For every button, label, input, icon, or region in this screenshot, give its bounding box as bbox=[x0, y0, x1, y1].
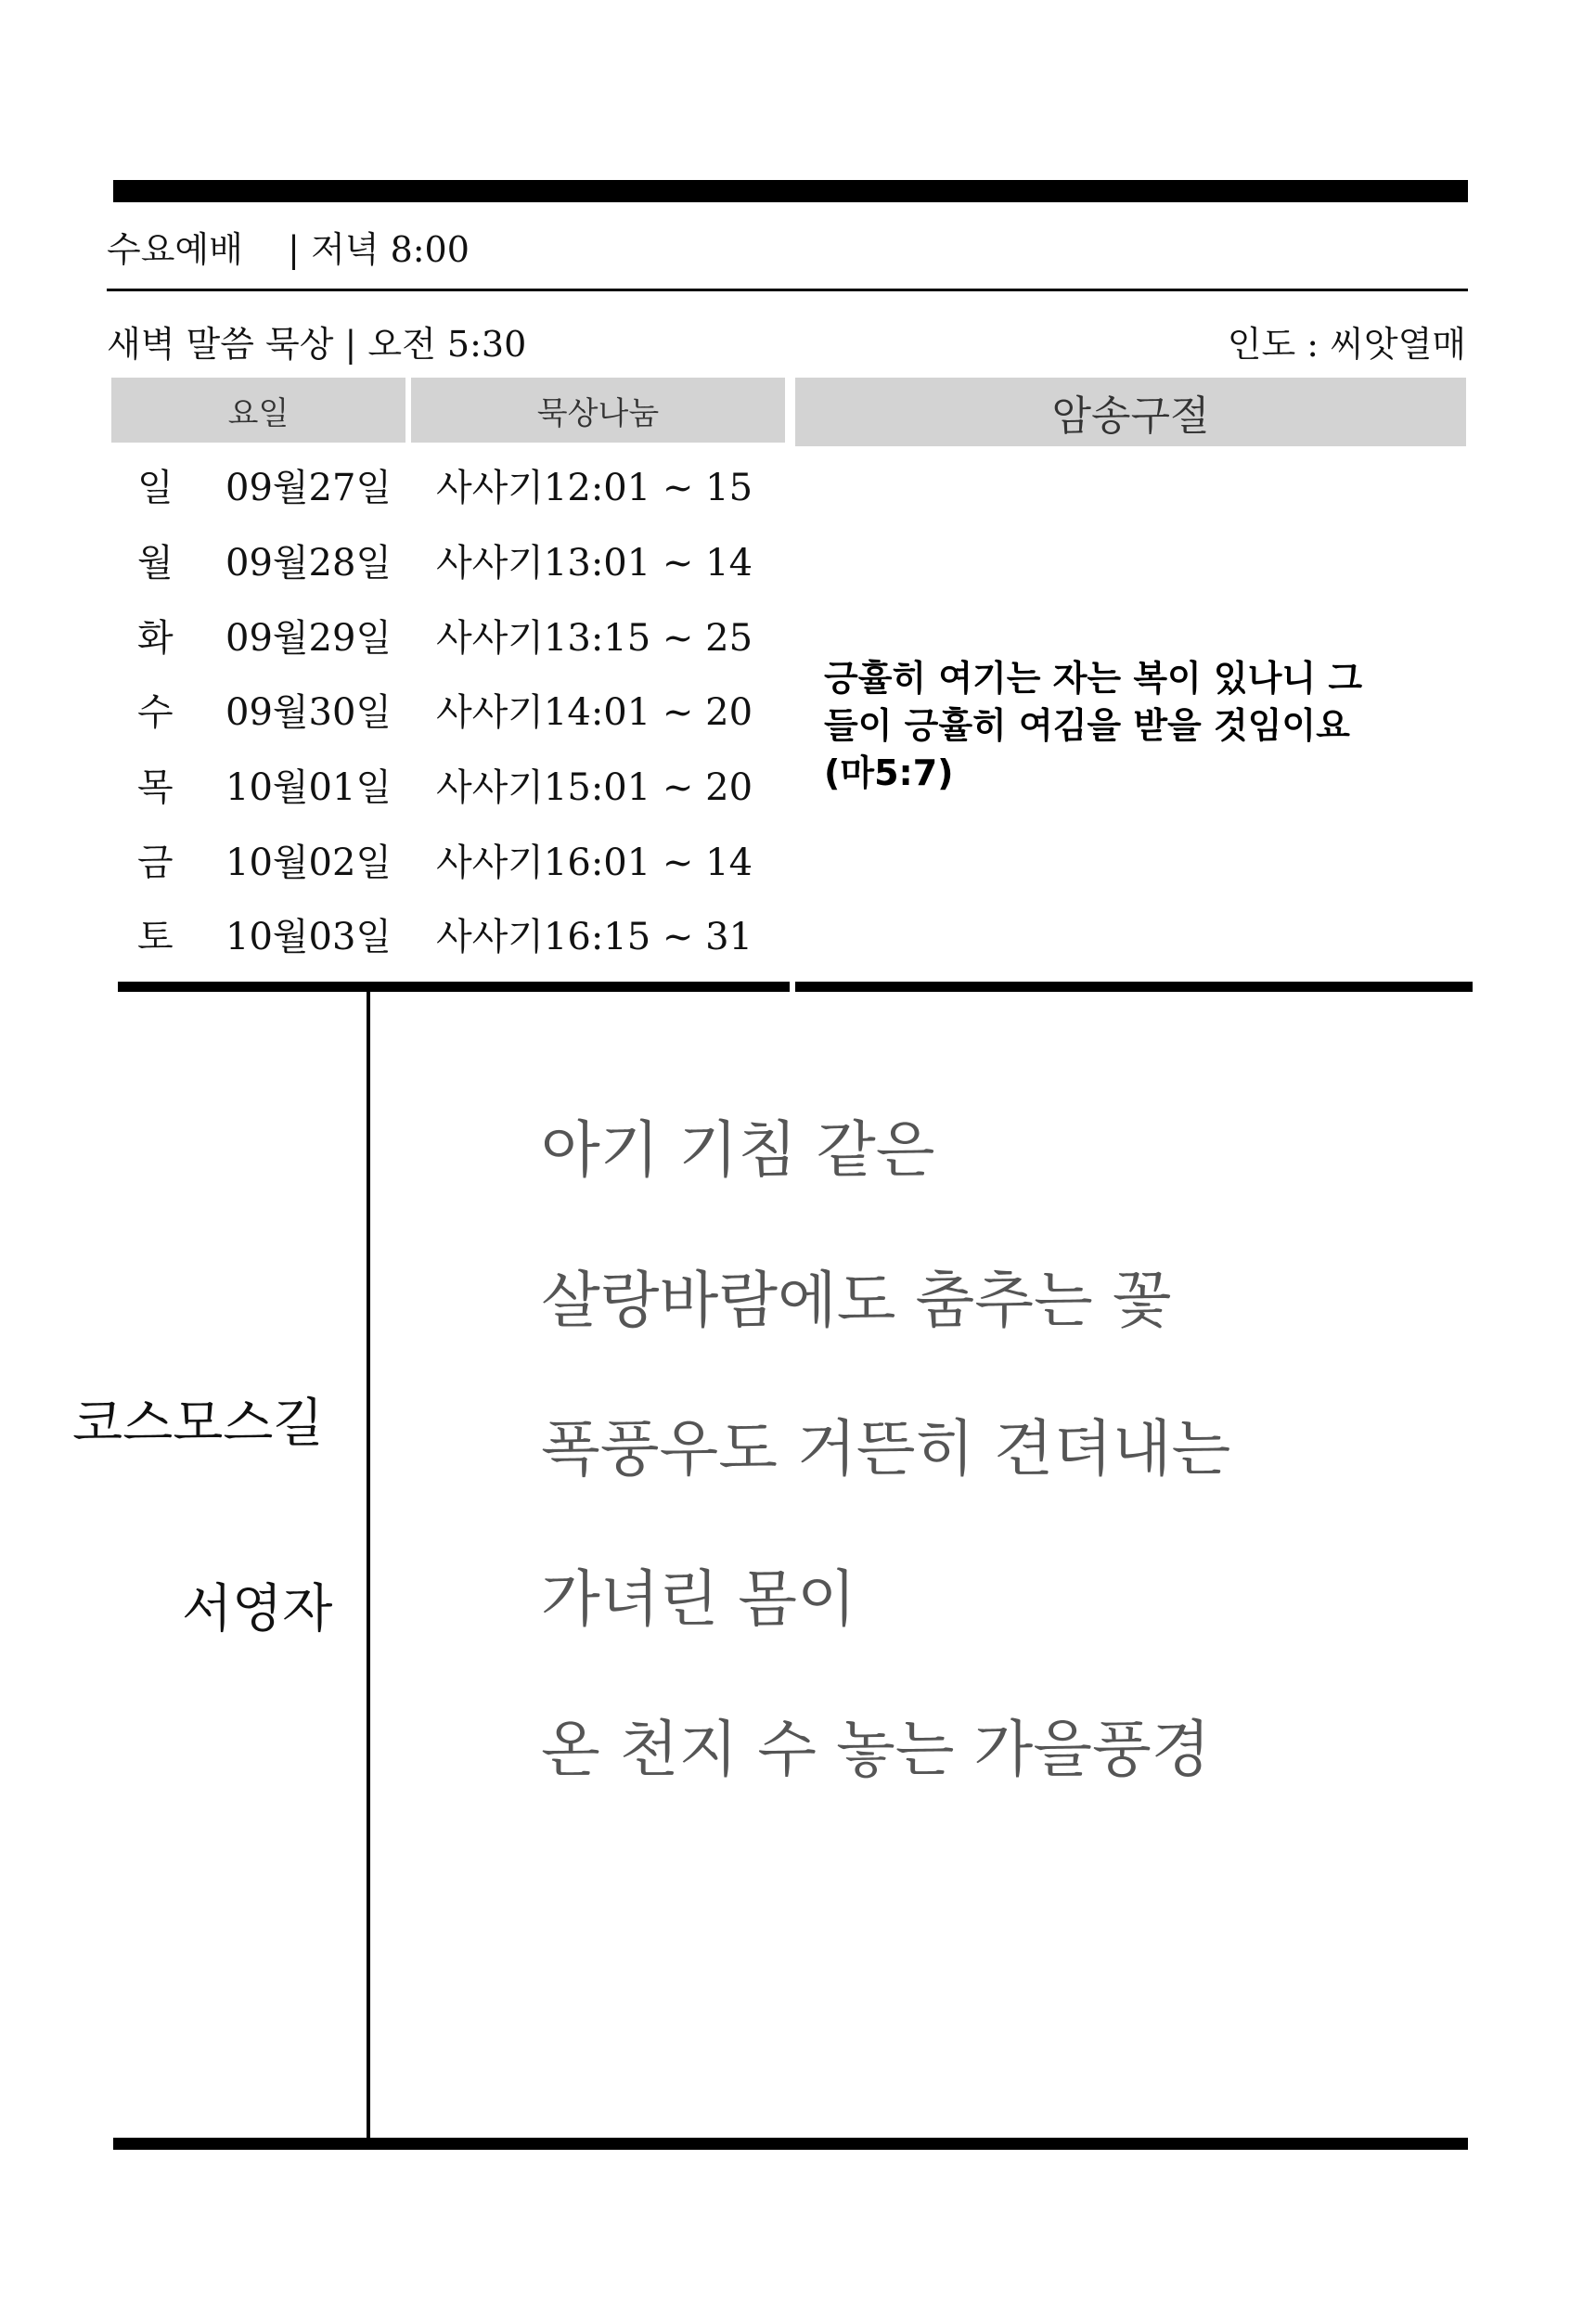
poem-line: 폭풍우도 거뜬히 견뎌내는 bbox=[541, 1413, 1231, 1485]
row-date: 09월29일 bbox=[225, 617, 393, 660]
row-date: 10월01일 bbox=[225, 766, 393, 809]
row-ref: 사사기16:15 ~ 31 bbox=[436, 916, 753, 958]
header-day bbox=[111, 378, 405, 443]
row-date: 09월28일 bbox=[225, 542, 393, 585]
row-day: 화 bbox=[137, 617, 174, 660]
memory-verse-reference: (마5:7) bbox=[824, 752, 954, 793]
poem-line: 살랑바람에도 춤추는 꽃 bbox=[541, 1265, 1172, 1336]
dawn-meditation bbox=[107, 315, 526, 366]
header-reading-label: 묵상나눔 bbox=[536, 394, 660, 432]
row-day: 수 bbox=[137, 691, 174, 734]
leader-colon: : bbox=[1306, 324, 1319, 365]
schedule-row bbox=[0, 533, 753, 608]
memory-verse-line: 긍휼히 여기는 자는 복이 있나니 그 bbox=[824, 658, 1363, 699]
table-bottom-rule-left bbox=[118, 982, 790, 992]
leader-name: 씨앗열매 bbox=[1330, 324, 1466, 365]
row-date: 09월27일 bbox=[225, 467, 393, 509]
poem-line: 가녀린 몸이 bbox=[541, 1563, 856, 1635]
leader-label: 인도 bbox=[1227, 324, 1296, 365]
row-date: 10월03일 bbox=[225, 916, 393, 958]
poem-divider bbox=[367, 992, 370, 2144]
row-day: 토 bbox=[137, 916, 174, 958]
dawn-leader bbox=[1228, 315, 1466, 366]
row-day: 금 bbox=[137, 842, 174, 884]
row-day: 목 bbox=[137, 766, 174, 809]
row-day: 일 bbox=[137, 467, 174, 509]
schedule-row bbox=[0, 458, 753, 533]
schedule-row bbox=[0, 758, 753, 832]
row-ref: 사사기12:01 ~ 15 bbox=[436, 467, 753, 509]
service-divider bbox=[107, 289, 1468, 291]
schedule-row bbox=[0, 683, 753, 757]
header-verse-label: 암송구절 bbox=[1051, 392, 1210, 440]
header-reading bbox=[411, 378, 785, 443]
header-day-label: 요일 bbox=[227, 394, 290, 432]
schedule-row bbox=[0, 907, 753, 982]
dawn-separator: | bbox=[344, 324, 357, 365]
row-ref: 사사기13:15 ~ 25 bbox=[436, 617, 753, 660]
poem-author: 서영자 bbox=[182, 1579, 333, 1639]
row-date: 09월30일 bbox=[225, 691, 393, 734]
poem-title: 코스모스길 bbox=[72, 1394, 324, 1454]
header-verse bbox=[795, 378, 1466, 446]
row-ref: 사사기13:01 ~ 14 bbox=[436, 542, 753, 585]
service-time: 저녁 8:00 bbox=[311, 229, 470, 270]
service-separator: | bbox=[288, 229, 300, 270]
row-ref: 사사기15:01 ~ 20 bbox=[436, 766, 753, 809]
service-name: 수요예배 bbox=[107, 229, 243, 270]
poem-line: 아기 기침 같은 bbox=[541, 1114, 935, 1186]
row-ref: 사사기16:01 ~ 14 bbox=[436, 842, 753, 884]
memory-verse-line: 들이 긍휼히 여김을 받을 것임이요 bbox=[824, 705, 1350, 746]
row-day: 월 bbox=[137, 542, 174, 585]
schedule-row bbox=[0, 833, 753, 907]
row-date: 10월02일 bbox=[225, 842, 393, 884]
dawn-name: 새벽 말씀 묵상 bbox=[107, 324, 334, 365]
memory-verse bbox=[824, 655, 1455, 797]
schedule-row bbox=[0, 609, 753, 683]
top-rule bbox=[113, 180, 1468, 202]
wednesday-service bbox=[107, 221, 470, 272]
table-bottom-rule-right bbox=[795, 982, 1473, 992]
bottom-rule bbox=[113, 2138, 1468, 2150]
poem-line: 온 천지 수 놓는 가을풍경 bbox=[541, 1714, 1211, 1785]
dawn-time: 오전 5:30 bbox=[367, 324, 527, 365]
row-ref: 사사기14:01 ~ 20 bbox=[436, 691, 753, 734]
